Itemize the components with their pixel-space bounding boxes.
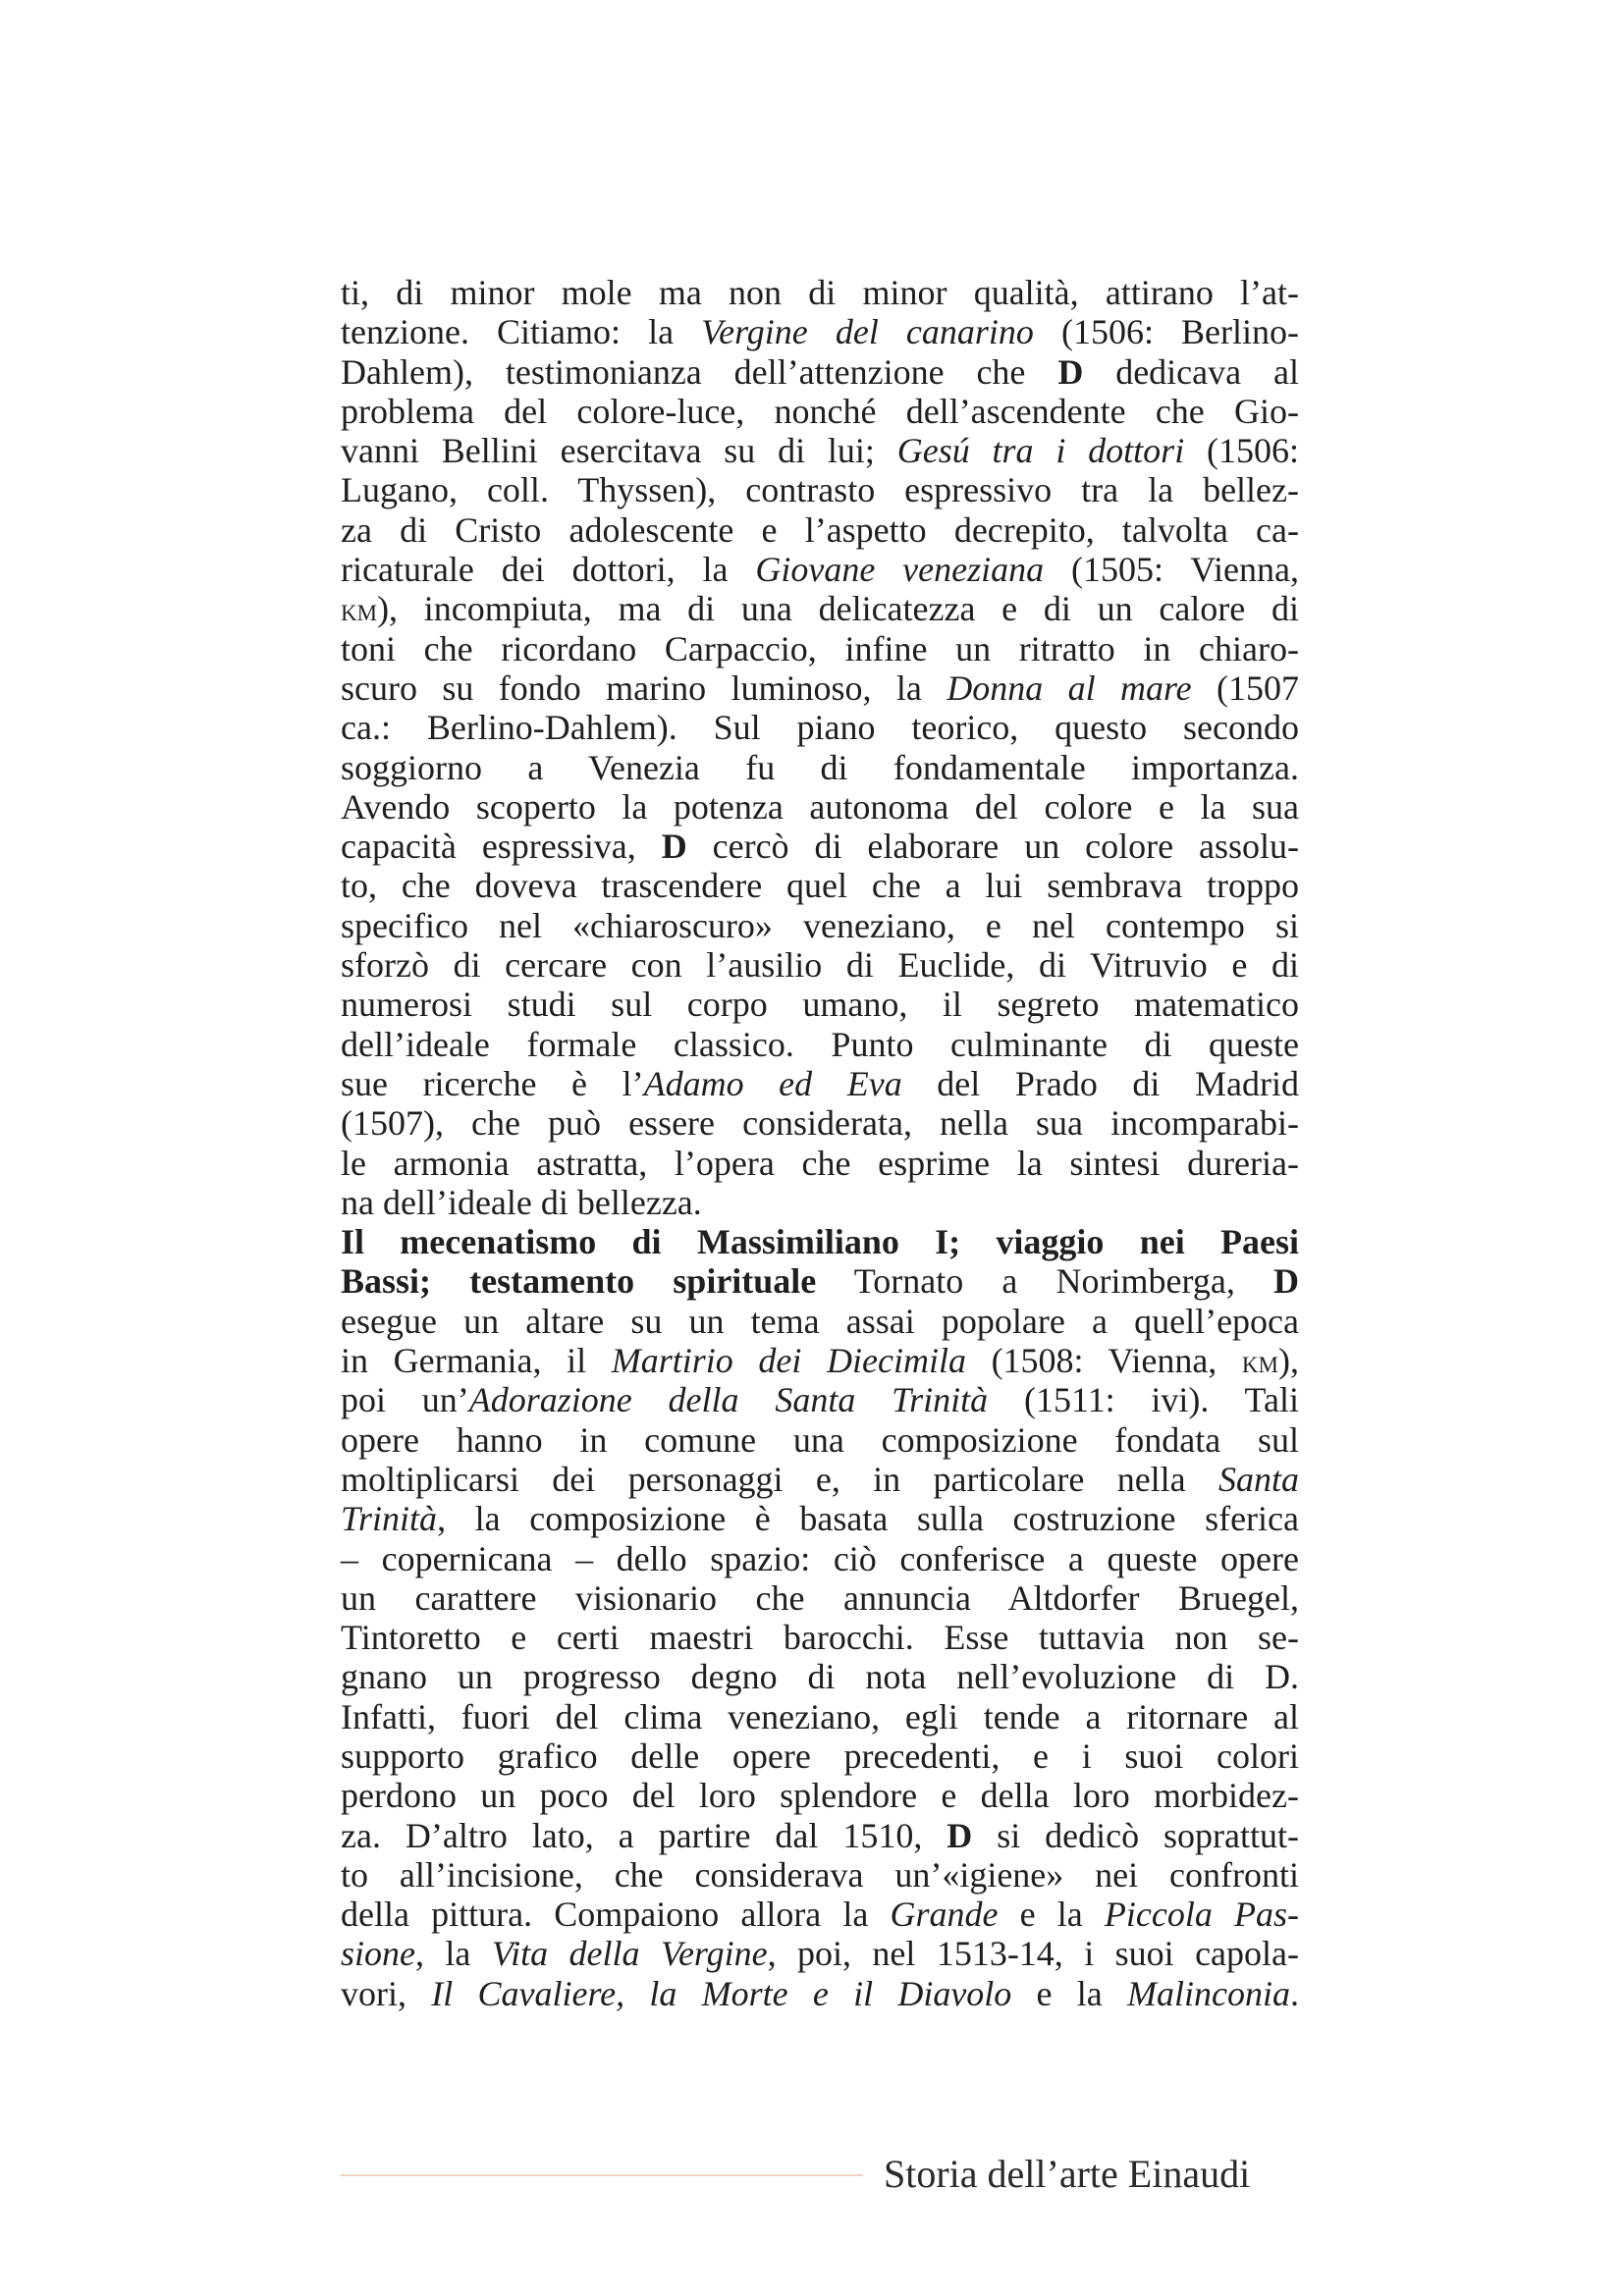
text-line [341, 1341, 1299, 1380]
text-line [341, 550, 1299, 589]
text-line [341, 985, 1299, 1024]
italic-text: Giovane veneziana [755, 550, 1045, 590]
text-segment: un carattere visionario che annuncia Altdorfer Bruegel, [341, 1577, 1299, 1618]
text-line [341, 1222, 1299, 1261]
text-segment: moltiplicarsi dei personaggi e, in particolare nella [341, 1459, 1218, 1499]
text-line [341, 866, 1299, 905]
text-segment: , la [415, 1934, 492, 1974]
text-segment: opere hanno in comune una composizione fondata sul [341, 1419, 1299, 1460]
text-line [341, 431, 1299, 470]
text-line [341, 1183, 1299, 1222]
text-line [341, 589, 1299, 628]
text-segment: soggiorno a Venezia fu di fondamentale importanza. [341, 747, 1299, 787]
italic-text: Il Cavaliere, la Morte e il Diavolo [431, 1973, 1012, 2013]
text-segment: poi un’ [341, 1380, 469, 1420]
text-segment: e la [1011, 1973, 1128, 2013]
text-line [341, 1736, 1299, 1776]
text-line [341, 1302, 1299, 1341]
text-line [341, 1895, 1299, 1934]
italic-text: Gesú tra i dottori [896, 431, 1185, 471]
text-line [341, 510, 1299, 550]
text-segment: perdono un poco del loro splendore e della loro morbidez- [341, 1776, 1299, 1816]
text-segment: della pittura. Compaiono allora la [341, 1895, 891, 1935]
text-segment: (1508: Vienna, [965, 1341, 1242, 1381]
text-line [341, 1460, 1299, 1499]
text-segment: za. D’altro lato, a partire dal 1510, [341, 1815, 947, 1855]
text-segment: capacità espressiva, [341, 827, 662, 867]
text-line [341, 1499, 1299, 1538]
text-line [341, 1618, 1299, 1657]
text-segment: , poi, nel 1513-14, i suoi capola- [767, 1934, 1299, 1974]
text-segment: sue ricerche è l’ [341, 1063, 644, 1103]
text-segment: si dedicò soprattut- [972, 1815, 1299, 1855]
text-segment: in Germania, il [341, 1341, 612, 1381]
text-line [341, 1855, 1299, 1895]
italic-text: Vergine del canarino [701, 312, 1034, 352]
text-segment: problema del colore-luce, nonché dell’ascendente che Gio- [341, 391, 1299, 431]
text-line [341, 1103, 1299, 1143]
text-segment: (1505: Vienna, [1044, 550, 1300, 590]
text-line [341, 1064, 1299, 1103]
italic-text: Martirio dei Diecimila [611, 1341, 966, 1381]
text-line [341, 906, 1299, 945]
text-segment: ca.: Berlino-Dahlem). Sul piano teorico, questo secondo [341, 708, 1299, 748]
text-line [341, 1420, 1299, 1460]
text-line [341, 352, 1299, 392]
text-line [341, 1261, 1299, 1301]
text-segment: numerosi studi sul corpo umano, il segreto matematico [341, 985, 1299, 1025]
italic-text: sione [341, 1934, 415, 1974]
text-segment: scuro su fondo marino luminoso, la [341, 667, 947, 708]
text-segment: specifico nel «chiaroscuro» veneziano, e nel contempo si [341, 905, 1299, 945]
text-segment: gnano un progresso degno di nota nell’evoluzione di D. [341, 1657, 1299, 1697]
text-segment: dedicava al [1083, 351, 1299, 392]
text-segment: ), incompiuta, ma di una delicatezza e di un calore di [377, 589, 1299, 629]
text-segment: (1507 [1191, 667, 1299, 708]
text-line [341, 1776, 1299, 1815]
text-segment: (1506: [1184, 431, 1300, 471]
text-segment: tenzione. Citiamo: la [341, 312, 702, 352]
text-line [341, 1380, 1299, 1419]
text-line [341, 1025, 1299, 1064]
text-segment: to, che doveva trascendere quel che a lui sembrava troppo [341, 866, 1299, 906]
text-segment: sforzò di cercare con l’ausilio di Euclide, di Vitruvio e di [341, 945, 1299, 986]
text-segment: Avendo scoperto la potenza autonoma del colore e la sua [341, 786, 1299, 827]
bold-text: D [1057, 351, 1084, 392]
footer-label: Storia dell’arte Einaudi [884, 2152, 1251, 2196]
text-line [341, 1974, 1299, 2013]
text-segment: toni che ricordano Carpaccio, infine un ritratto in chiaro- [341, 628, 1299, 668]
text-line [341, 748, 1299, 787]
text-line [341, 273, 1299, 312]
text-segment: supporto grafico delle opere precedenti, e i suoi colori [341, 1735, 1299, 1776]
text-segment: e la [998, 1895, 1105, 1935]
text-segment: to all’incisione, che considerava un’«igiene» nei confronti [341, 1854, 1299, 1895]
text-line [341, 945, 1299, 985]
italic-text: Vita della Vergine [491, 1934, 768, 1974]
main-text [341, 273, 1299, 2013]
bold-text: D [947, 1815, 973, 1855]
text-segment: , la composizione è basata sulla costruzione sferica [437, 1499, 1299, 1539]
small-caps-text: km [341, 592, 378, 629]
text-segment: (1507), che può essere considerata, nella sua incomparabi- [341, 1103, 1299, 1144]
text-segment: cercò di elaborare un colore assolu- [686, 827, 1299, 867]
text-segment: (1511: ivi). Tali [988, 1380, 1299, 1420]
text-segment: Dahlem), testimonianza dell’attenzione che [341, 351, 1058, 392]
text-line [341, 392, 1299, 431]
text-segment: ), [1277, 1341, 1299, 1381]
text-segment: ricaturale dei dottori, la [341, 550, 756, 590]
text-segment: Tornato a Norimberga, [816, 1261, 1274, 1302]
text-line [341, 312, 1299, 351]
bold-text: Bassi; testamento spirituale [341, 1261, 817, 1302]
text-segment: na dell’ideale di bellezza. [341, 1182, 702, 1222]
text-line [341, 1578, 1299, 1618]
bold-text: Il mecenatismo di Massimiliano I; viaggio nei Paesi [341, 1222, 1299, 1262]
italic-text: Trinità [341, 1499, 438, 1539]
text-line [341, 668, 1299, 708]
text-line [341, 1697, 1299, 1736]
text-line [341, 629, 1299, 668]
italic-text: Piccola Pas- [1104, 1895, 1299, 1935]
italic-text: Malinconia [1127, 1973, 1291, 2013]
text-segment: Infatti, fuori del clima veneziano, egli tende a ritornare al [341, 1696, 1299, 1736]
italic-text: Adorazione della Santa Trinità [468, 1380, 989, 1420]
text-segment: (1506: Berlino- [1033, 312, 1299, 352]
text-line [341, 1934, 1299, 1973]
italic-text: Grande [890, 1895, 999, 1935]
text-segment: – copernicana – dello spazio: ciò conferisce a queste opere [341, 1538, 1299, 1578]
text-segment: vanni Bellini esercitava su di lui; [341, 431, 897, 471]
bold-text: D [661, 827, 687, 867]
text-segment: dell’ideale formale classico. Punto culminante di queste [341, 1024, 1299, 1064]
text-line [341, 470, 1299, 509]
text-line [341, 708, 1299, 747]
text-segment: vori, [341, 1973, 432, 2013]
text-segment: za di Cristo adolescente e l’aspetto decrepito, talvolta ca- [341, 509, 1299, 550]
text-segment: . [1290, 1973, 1300, 2013]
italic-text: Donna al mare [947, 667, 1192, 708]
text-segment: ti, di minor mole ma non di minor qualità, attirano l’at- [341, 273, 1299, 312]
text-segment: Lugano, coll. Thyssen), contrasto espressivo tra la bellez- [341, 470, 1299, 510]
text-line [341, 1657, 1299, 1696]
text-segment: del Prado di Madrid [901, 1063, 1300, 1103]
text-line [341, 1816, 1299, 1855]
text-line [341, 1539, 1299, 1578]
italic-text: Adamo ed Eva [643, 1063, 902, 1103]
bold-text: D [1273, 1261, 1300, 1302]
text-line [341, 1144, 1299, 1183]
footer-rule [341, 2174, 863, 2176]
text-line [341, 787, 1299, 827]
text-line [341, 827, 1299, 866]
text-segment: Tintoretto e certi maestri barocchi. Esse tuttavia non se- [341, 1618, 1299, 1658]
italic-text: Santa [1217, 1459, 1299, 1499]
small-caps-text: km [1241, 1344, 1278, 1381]
text-segment: esegue un altare su un tema assai popolare a quell’epoca [341, 1301, 1299, 1341]
text-segment: le armonia astratta, l’opera che esprime la sintesi dureria- [341, 1143, 1299, 1183]
